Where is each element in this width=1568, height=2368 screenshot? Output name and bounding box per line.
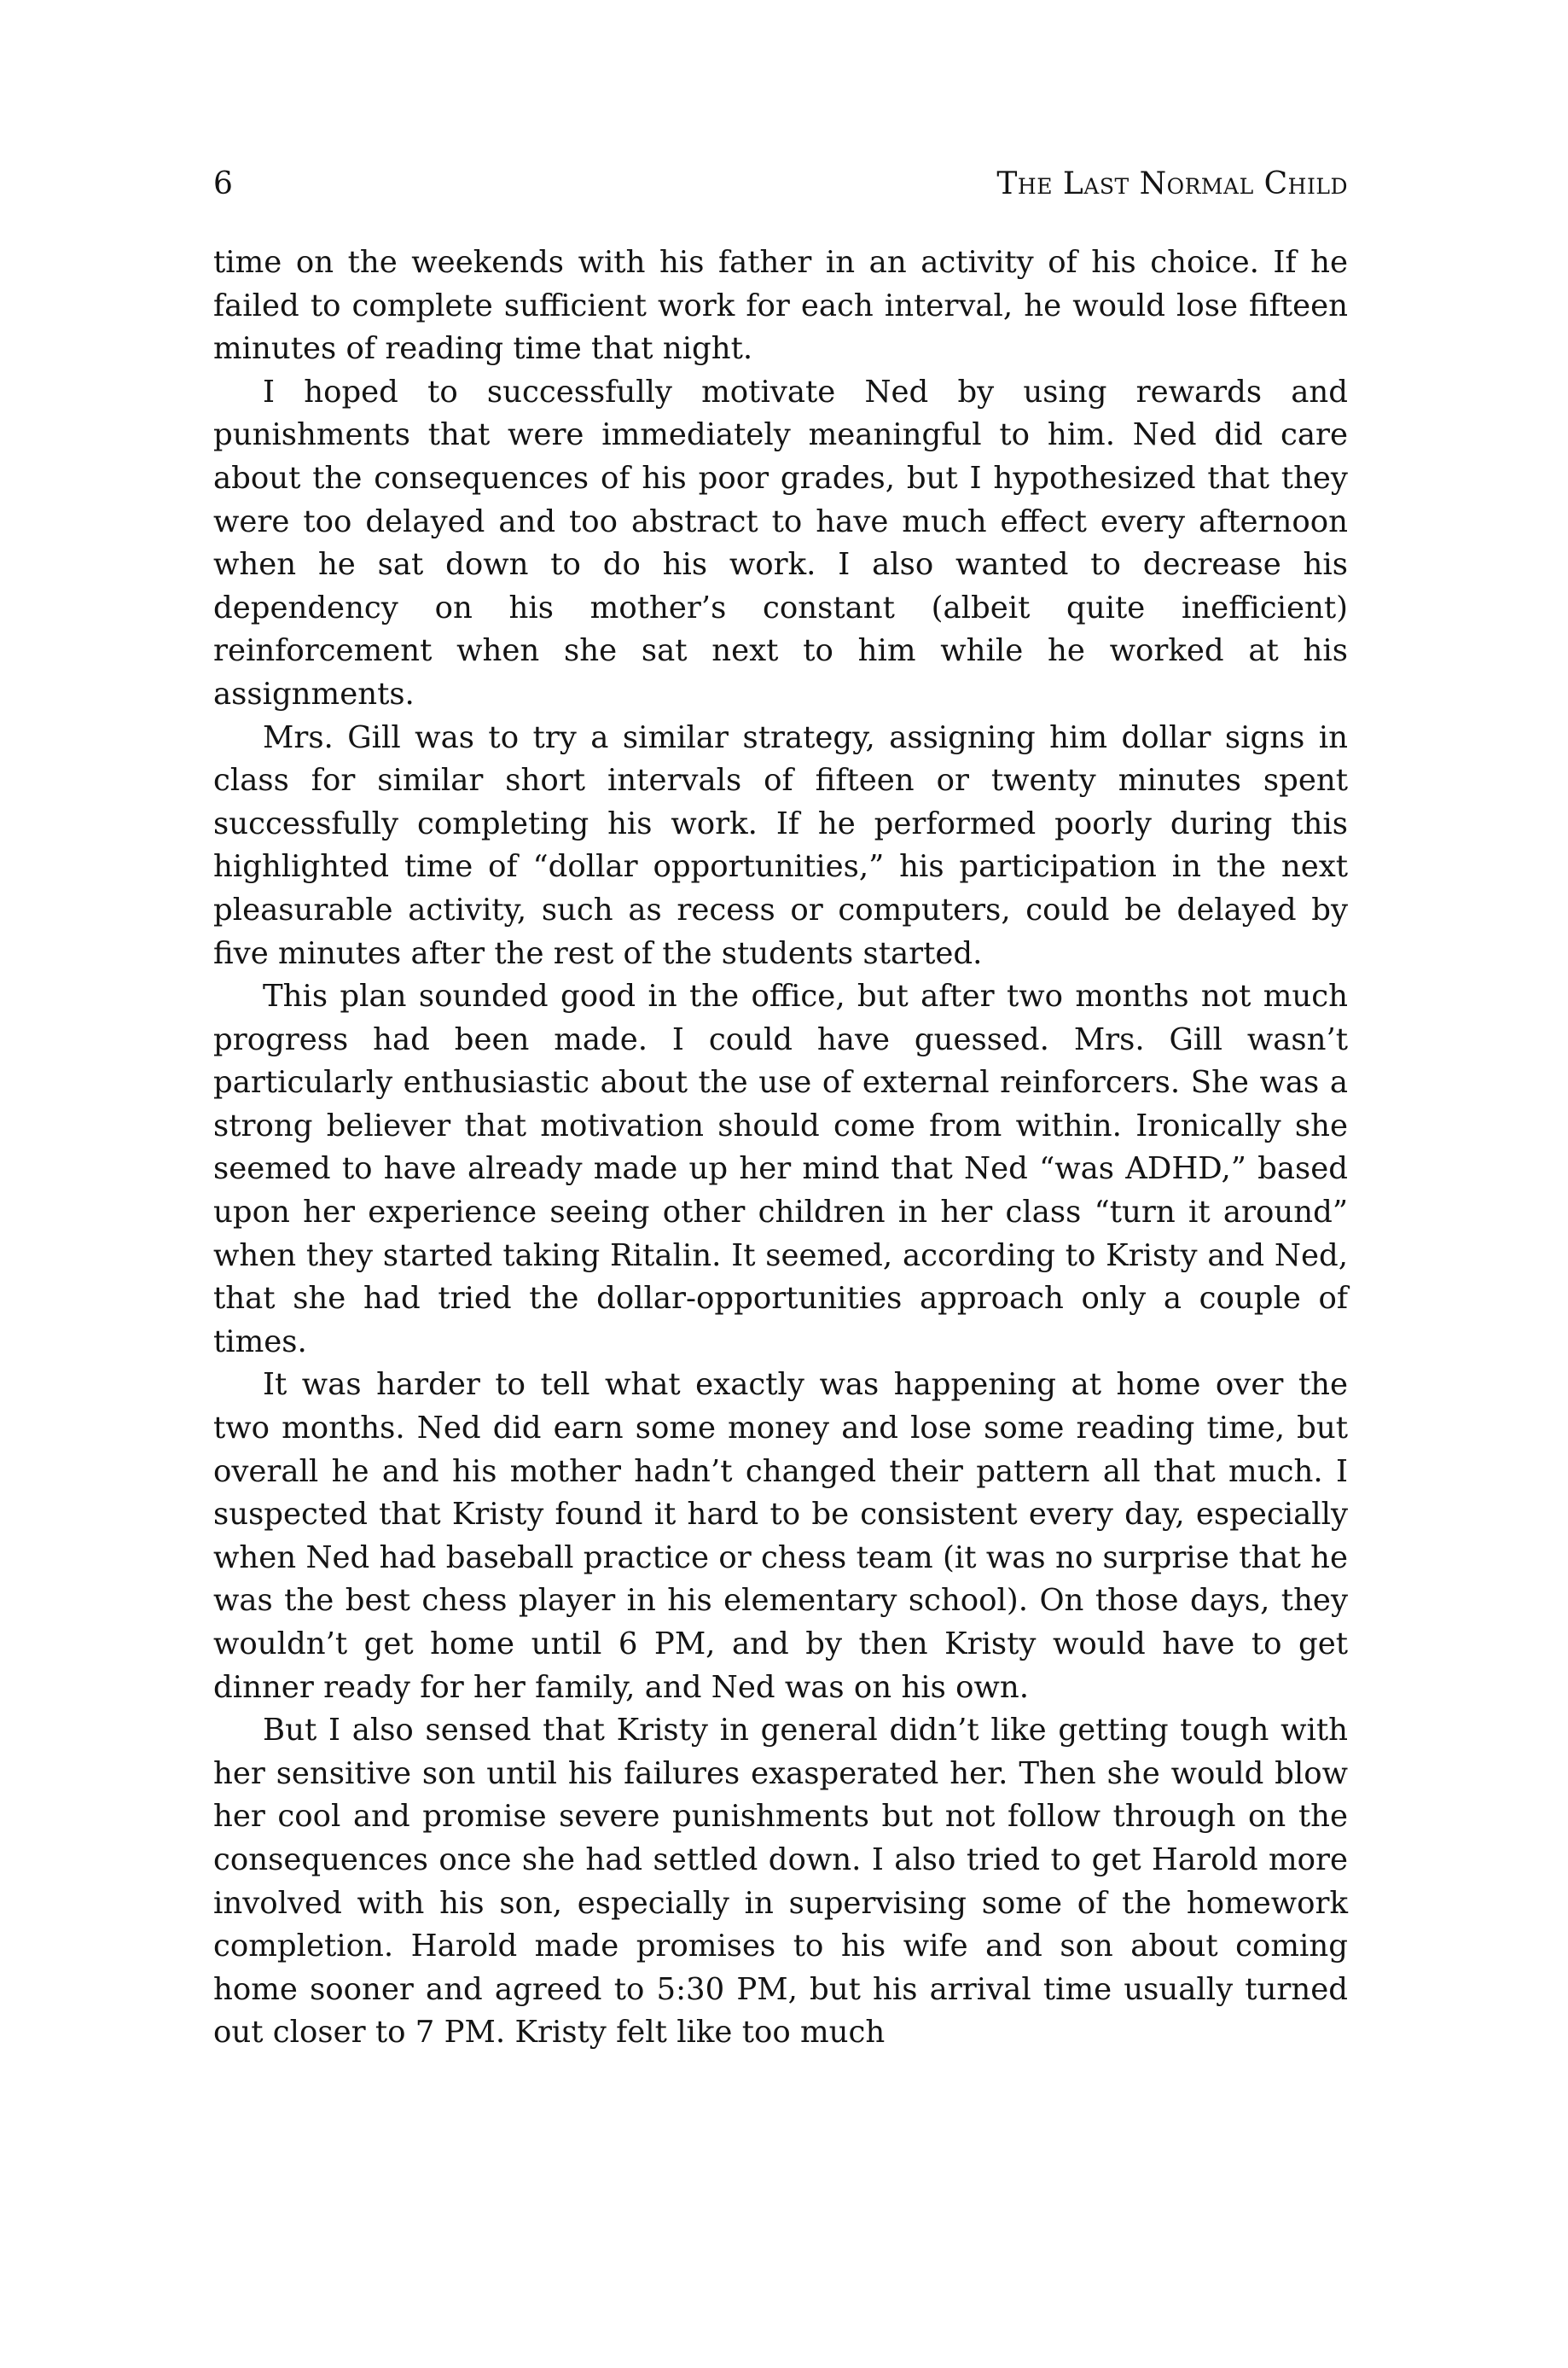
book-title: The Last Normal Child: [996, 166, 1348, 201]
paragraph: It was harder to tell what exactly was happening at home over the two months. Ned did earn some money and lose some reading time, but overall he and his mother hadn’t changed their pattern all that much. I suspected that Kristy found it hard to be consistent every day, especially when Ned had baseball practice or chess team (it was no surprise that he was the best chess player in his elementary school). On those days, they wouldn’t get home until 6 PM, and by then Kristy would have to get dinner ready for her family, and Ned was on his own.: [213, 1367, 1348, 1705]
running-head: [213, 159, 1348, 210]
paragraph: Mrs. Gill was to try a similar strategy, assigning him dollar signs in class for similar short intervals of fifteen or twenty minutes spent successfully completing his work. If he performed poorly during this highlighted time of “dollar opportunities,” his participation in the next pleasurable activity, such as recess or computers, could be delayed by five minutes after the rest of the students started.: [213, 719, 1348, 971]
paragraph: I hoped to successfully motivate Ned by using rewards and punishments that were immediately meaningful to him. Ned did care about the consequences of his poor grades, but I hypothesized that they were too delayed and too abstract to have much effect every afternoon when he sat down to do his work. I also wanted to decrease his dependency on his mother’s constant (albeit quite inefficient) reinforcement when she sat next to him while he worked at his assignments.: [213, 374, 1348, 712]
paragraph-continued: time on the weekends with his father in an activity of his choice. If he failed to complete sufficient work for each interval, he would lose fifteen minutes of reading time that night.: [213, 245, 1348, 367]
paragraph: This plan sounded good in the office, but after two months not much progress had been made. I could have guessed. Mrs. Gill wasn’t particularly enthusiastic about the use of external reinforcers. She was a strong believer that motivation should come from within. Ironically she seemed to have already made up her mind that Ned “was ADHD,” based upon her experience seeing other children in her class “turn it around” when they started taking Ritalin. It seemed, according to Kristy and Ned, that she had tried the dollar-opportunities approach only a couple of times.: [213, 979, 1348, 1359]
body-text: [213, 241, 1348, 2055]
page-number: 6: [213, 166, 233, 201]
paragraph: But I also sensed that Kristy in general didn’t like getting tough with her sensitive son until his failures exasperated her. Then she would blow her cool and promise severe punishments but not follow through on the consequences once she had settled down. I also tried to get Harold more involved with his son, especially in supervising some of the homework completion. Harold made promises to his wife and son about coming home sooner and agreed to 5:30 PM, but his arrival time usually turned out closer to 7 PM. Kristy felt like too much: [213, 1713, 1348, 2051]
